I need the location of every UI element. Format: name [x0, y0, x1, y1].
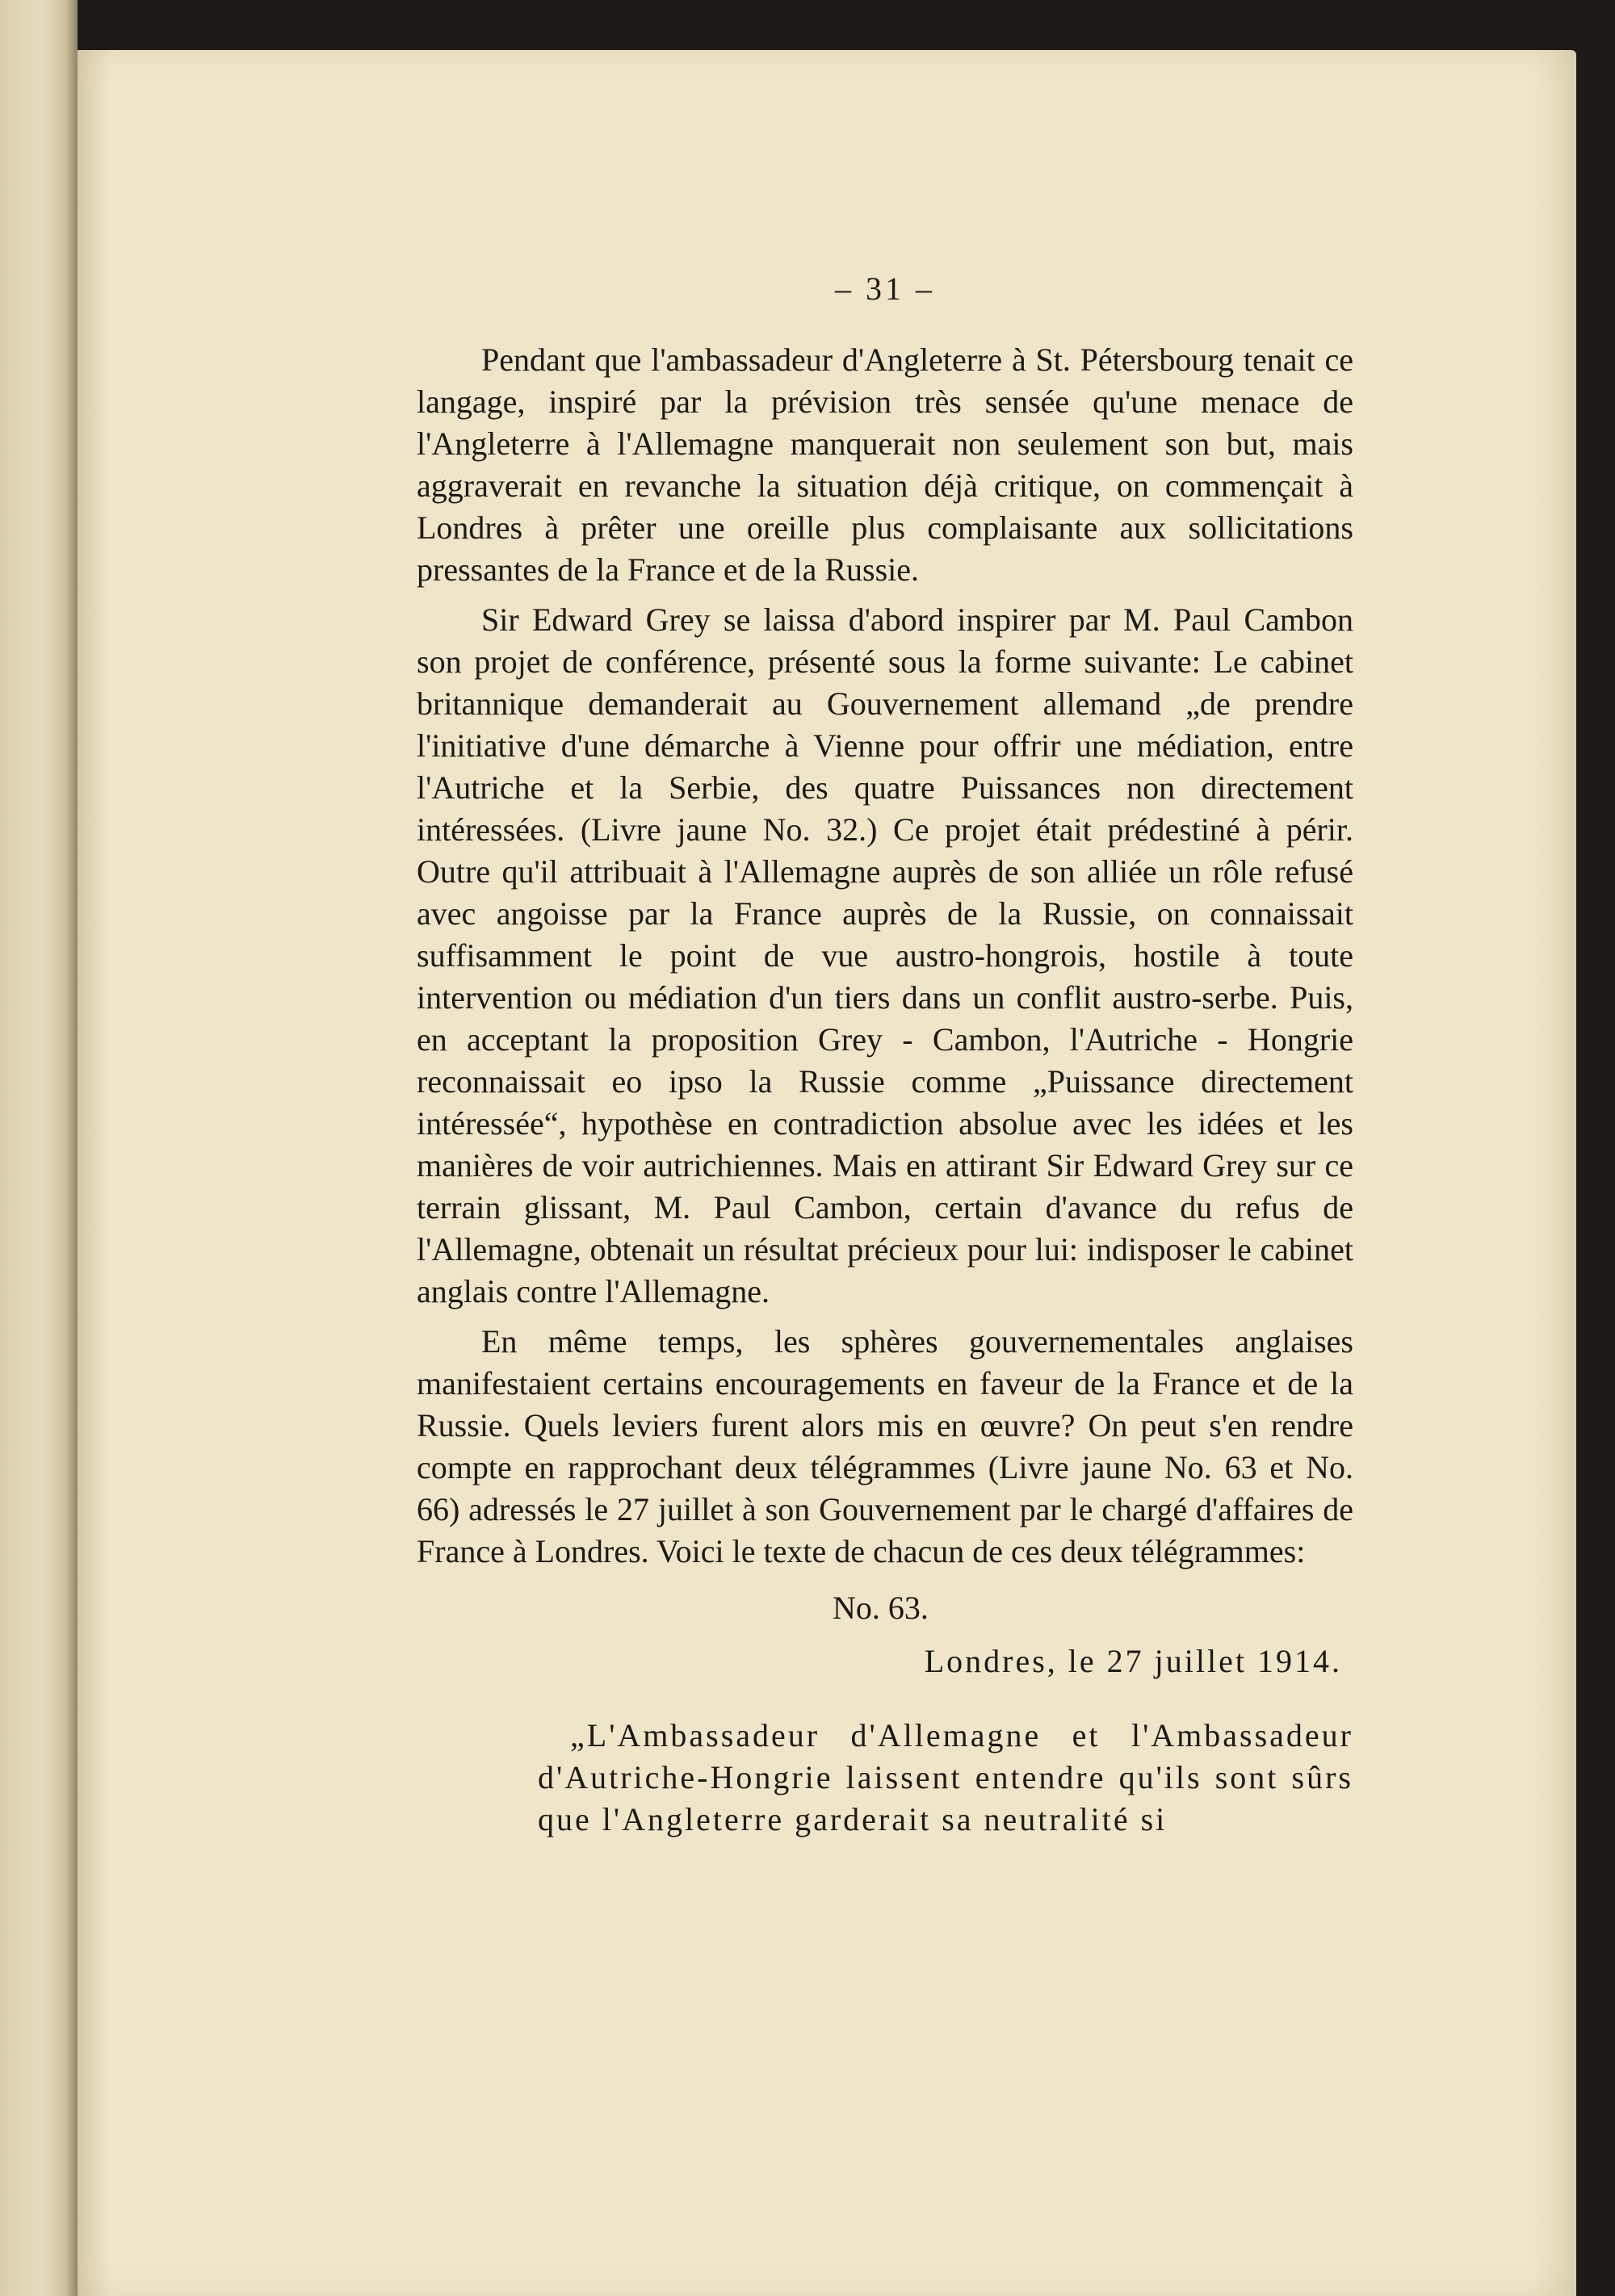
page-number: – 31 –: [835, 270, 935, 307]
paragraph-1: Pendant que l'ambassadeur d'Angleterre à St. Pétersbourg tenait ce langage, inspiré par la prévision très sensée qu'une menace de l'Angleterre à l'Allemagne manquerait non seulement son but, mais aggraverait en revanche la situation déjà critique, on commençait à Londres à prêter une oreille plus complaisante aux sollicitations pressantes de la France et de la Russie.: [417, 341, 1353, 588]
paragraph-3: En même temps, les sphères gouvernementales anglaises manifestaient certains encouragements en faveur de la France et de la Russie. Quels leviers furent alors mis en œuvre? On peut s'en rendre compte en rapprochant deux télégrammes (Livre jaune No. 63 et No. 66) adressés le 27 juillet à son Gouvernement par le chargé d'affaires de France à Londres. Voici le texte de chacun de ces deux télégrammes:: [417, 1323, 1353, 1569]
telegram-number: No. 63.: [833, 1590, 929, 1626]
book-page: [78, 50, 1576, 2296]
telegram-quote: „L'Ambassadeur d'Allemagne et l'Ambassadeur d'Autriche-Hongrie laissent entendre qu'ils sont sûrs que l'Angleterre garderait sa neutralité si: [538, 1717, 1353, 1837]
paragraph-2: Sir Edward Grey se laissa d'abord inspirer par M. Paul Cambon son projet de conférence, présenté sous la forme suivante: Le cabinet britannique demanderait au Gouvernement allemand „de prendre l'initiative d'une démarche à Vienne pour offrir une médiation, entre l'Autriche et la Serbie, des quatre Puissances non directement intéressées. (Livre jaune No. 32.) Ce projet était prédestiné à périr. Outre qu'il attribuait à l'Allemagne auprès de son alliée un rôle refusé avec angoisse par la France auprès de la Russie, on connaissait suffisamment le point de vue austro-hongrois, hostile à toute intervention ou médiation d'un tiers dans un conflit austro-serbe. Puis, en acceptant la proposition Grey - Cambon, l'Autriche - Hongrie reconnaissait eo ipso la Russie comme „Puissance directement intéressée“, hypothèse en contradiction absolue avec les idées et les manières de voir autrichiennes. Mais en attirant Sir Edward Grey sur ce terrain glissant, M. Paul Cambon, certain d'avance du refus de l'Allemagne, obtenait un résultat précieux pour lui: indisposer le cabinet anglais contre l'Allemagne.: [417, 601, 1353, 1309]
page-text-block: [417, 268, 1353, 1873]
previous-page-edge: [0, 0, 78, 2296]
telegram-dateline: Londres, le 27 juillet 1914.: [924, 1643, 1342, 1679]
